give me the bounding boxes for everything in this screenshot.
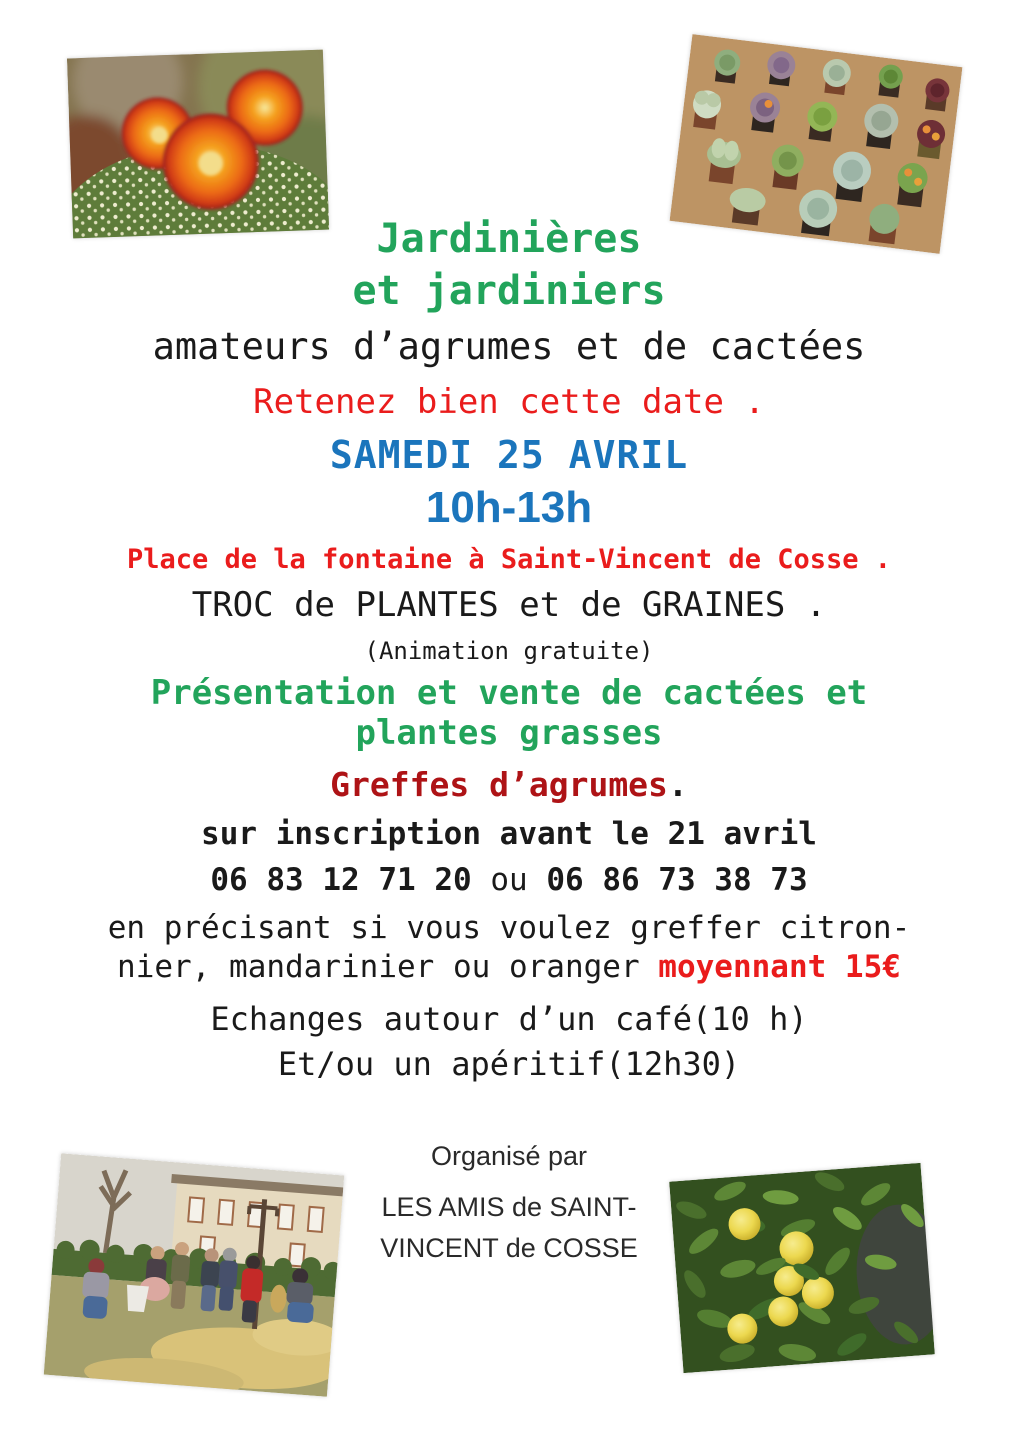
poster-subtitle: amateurs d’agrumes et de cactées	[152, 325, 866, 368]
organizer-name-line2: VINCENT de COSSE	[380, 1233, 638, 1263]
event-location: Place de la fontaine à Saint-Vincent de Cosse .	[126, 544, 891, 575]
phone-separator: ou	[471, 862, 547, 898]
phone-number-1: 06 83 12 71 20	[210, 862, 472, 898]
animation-line: (Animation gratuite)	[364, 637, 654, 665]
precision-line2-black: nier, mandarinier ou oranger	[117, 949, 659, 985]
presentation-line1: Présentation et vente de cactées et	[150, 673, 868, 713]
organizer-label: Organisé par	[430, 1141, 588, 1171]
phone-line	[0, 863, 1018, 899]
greffes-period: .	[667, 765, 688, 804]
precision-line1: en précisant si vous voulez greffer citron-	[107, 910, 911, 946]
presentation-line2: plantes grasses	[355, 713, 663, 753]
event-crowd-photo	[44, 1153, 345, 1397]
poster-title-line2: et jardiniers	[352, 268, 666, 314]
organizer-name-line1: LES AMIS de SAINT-	[381, 1192, 637, 1222]
inscription-line: sur inscription avant le 21 avril	[201, 816, 817, 852]
event-time: 10h-13h	[425, 483, 593, 532]
precision-line2	[0, 950, 1018, 986]
troc-line: TROC de PLANTES et de GRAINES .	[191, 585, 827, 625]
event-date: SAMEDI 25 AVRIL	[329, 433, 689, 477]
phone-number-2: 06 86 73 38 73	[546, 862, 808, 898]
poster-title-line1: Jardinières	[376, 216, 642, 262]
echanges-line: Echanges autour d’un café(10 h)	[210, 1000, 808, 1038]
aperitif-line: Et/ou un apéritif(12h30)	[277, 1045, 741, 1083]
precision-line2-price: moyennant 15€	[658, 949, 901, 985]
cactus-flowers-photo	[67, 50, 329, 239]
greffes-text: Greffes d’agrumes	[330, 765, 668, 804]
date-notice: Retenez bien cette date .	[253, 382, 765, 422]
greffes-line	[0, 766, 1018, 804]
